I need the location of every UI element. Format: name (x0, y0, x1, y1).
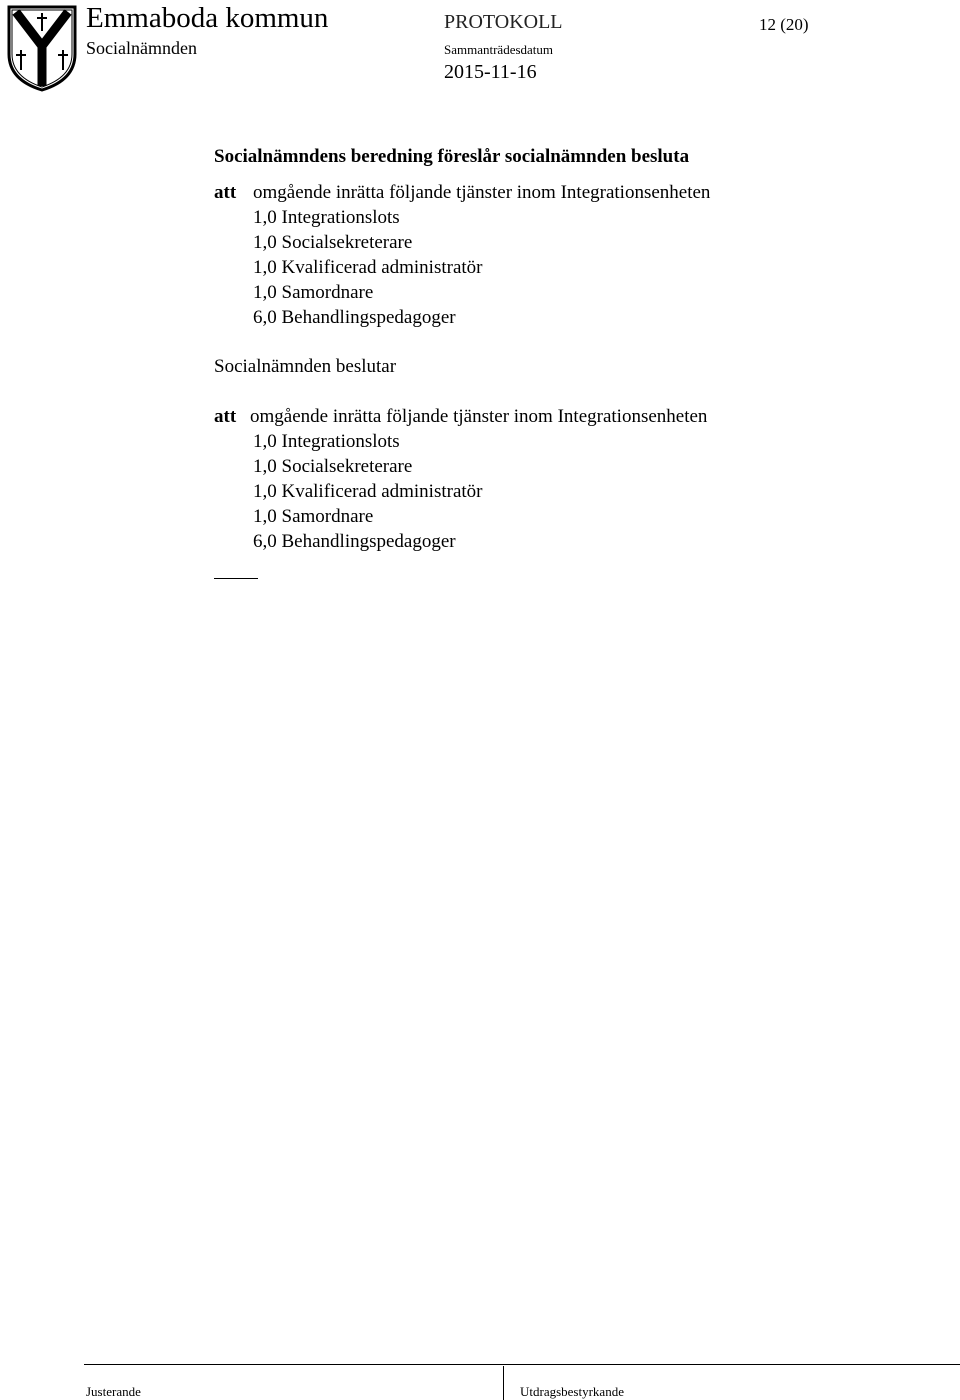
page-number: 12 (20) (759, 15, 809, 34)
proposal-heading: Socialnämndens beredning föreslår socialnämnden besluta (214, 146, 690, 167)
decision-item: 1,0 Socialsekreterare (253, 456, 413, 477)
proposal-item: 1,0 Kvalificerad administratör (253, 257, 483, 278)
decision-item: 1,0 Samordnare (253, 506, 374, 527)
footer-rule (84, 1364, 960, 1365)
proposal-item: 6,0 Behandlingspedagoger (253, 307, 456, 328)
date-label: Sammanträdesdatum (444, 42, 554, 57)
decision-intro: omgående inrätta följande tjänster inom Integrationsenheten (250, 406, 708, 427)
proposal-item: 1,0 Socialsekreterare (253, 232, 413, 253)
document-type: PROTOKOLL (444, 11, 563, 33)
proposal-intro: omgående inrätta följande tjänster inom Integrationsenheten (253, 182, 711, 203)
decision-item: 1,0 Integrationslots (253, 431, 400, 452)
proposal-item: 1,0 Integrationslots (253, 207, 400, 228)
proposal-item: 1,0 Samordnare (253, 282, 374, 303)
footer-justerande-label: Justerande (86, 1384, 141, 1399)
coat-of-arms-icon (6, 4, 78, 92)
decision-item: 1,0 Kvalificerad administratör (253, 481, 483, 502)
footer-utdragsbestyrkande-label: Utdragsbestyrkande (520, 1384, 624, 1399)
organization-name: Emmaboda kommun (86, 2, 329, 34)
decision-heading: Socialnämnden beslutar (214, 356, 397, 377)
decision-item: 6,0 Behandlingspedagoger (253, 531, 456, 552)
decision-att-word: att (214, 406, 237, 427)
department-name: Socialnämnden (86, 38, 197, 58)
footer-separator (503, 1366, 504, 1400)
section-end-rule (214, 578, 258, 579)
date-value: 2015-11-16 (444, 61, 537, 83)
proposal-att-word: att (214, 182, 237, 203)
